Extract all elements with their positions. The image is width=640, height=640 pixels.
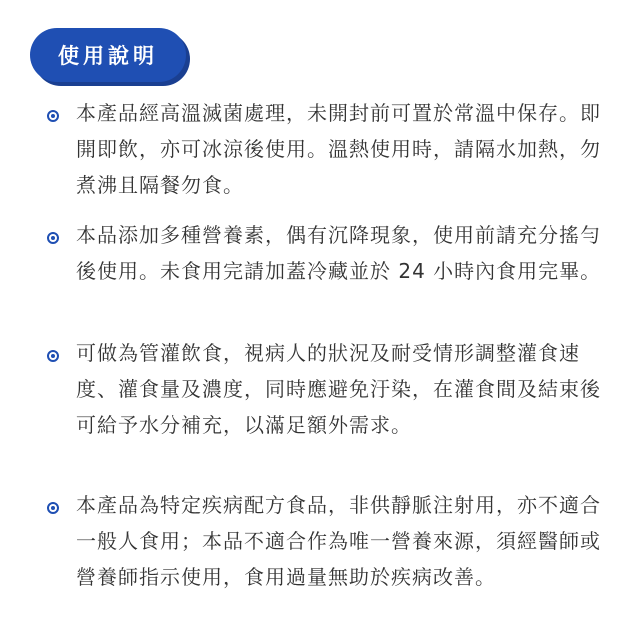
bullet-icon	[47, 110, 59, 122]
bullet-icon	[47, 232, 59, 244]
list-item-text: 本產品為特定疾病配方食品，非供靜脈注射用，亦不適合一般人食用；本品不適合作為唯一營養來源，須經醫師或營養師指示使用，食用過量無助於疾病改善。	[76, 493, 601, 589]
bullet-icon	[47, 502, 59, 514]
list-item-text: 本產品經高溫滅菌處理，未開封前可置於常溫中保存。即開即飲，亦可冰涼後使用。溫熱使用時，請隔水加熱，勿煮沸且隔餐勿食。	[76, 101, 601, 197]
section-title: 使用說明	[58, 44, 158, 68]
list-item-text: 可做為管灌飲食，視病人的狀況及耐受情形調整灌食速度、灌食量及濃度，同時應避免汙染，在灌食間及結束後可給予水分補充，以滿足額外需求。	[76, 341, 601, 437]
bullet-icon	[47, 350, 59, 362]
section-title-badge	[30, 28, 186, 82]
list-item-text: 本品添加多種營養素，偶有沉降現象，使用前請充分搖勻後使用。未食用完請加蓋冷藏並於 24 小時內食用完畢。	[76, 223, 602, 283]
